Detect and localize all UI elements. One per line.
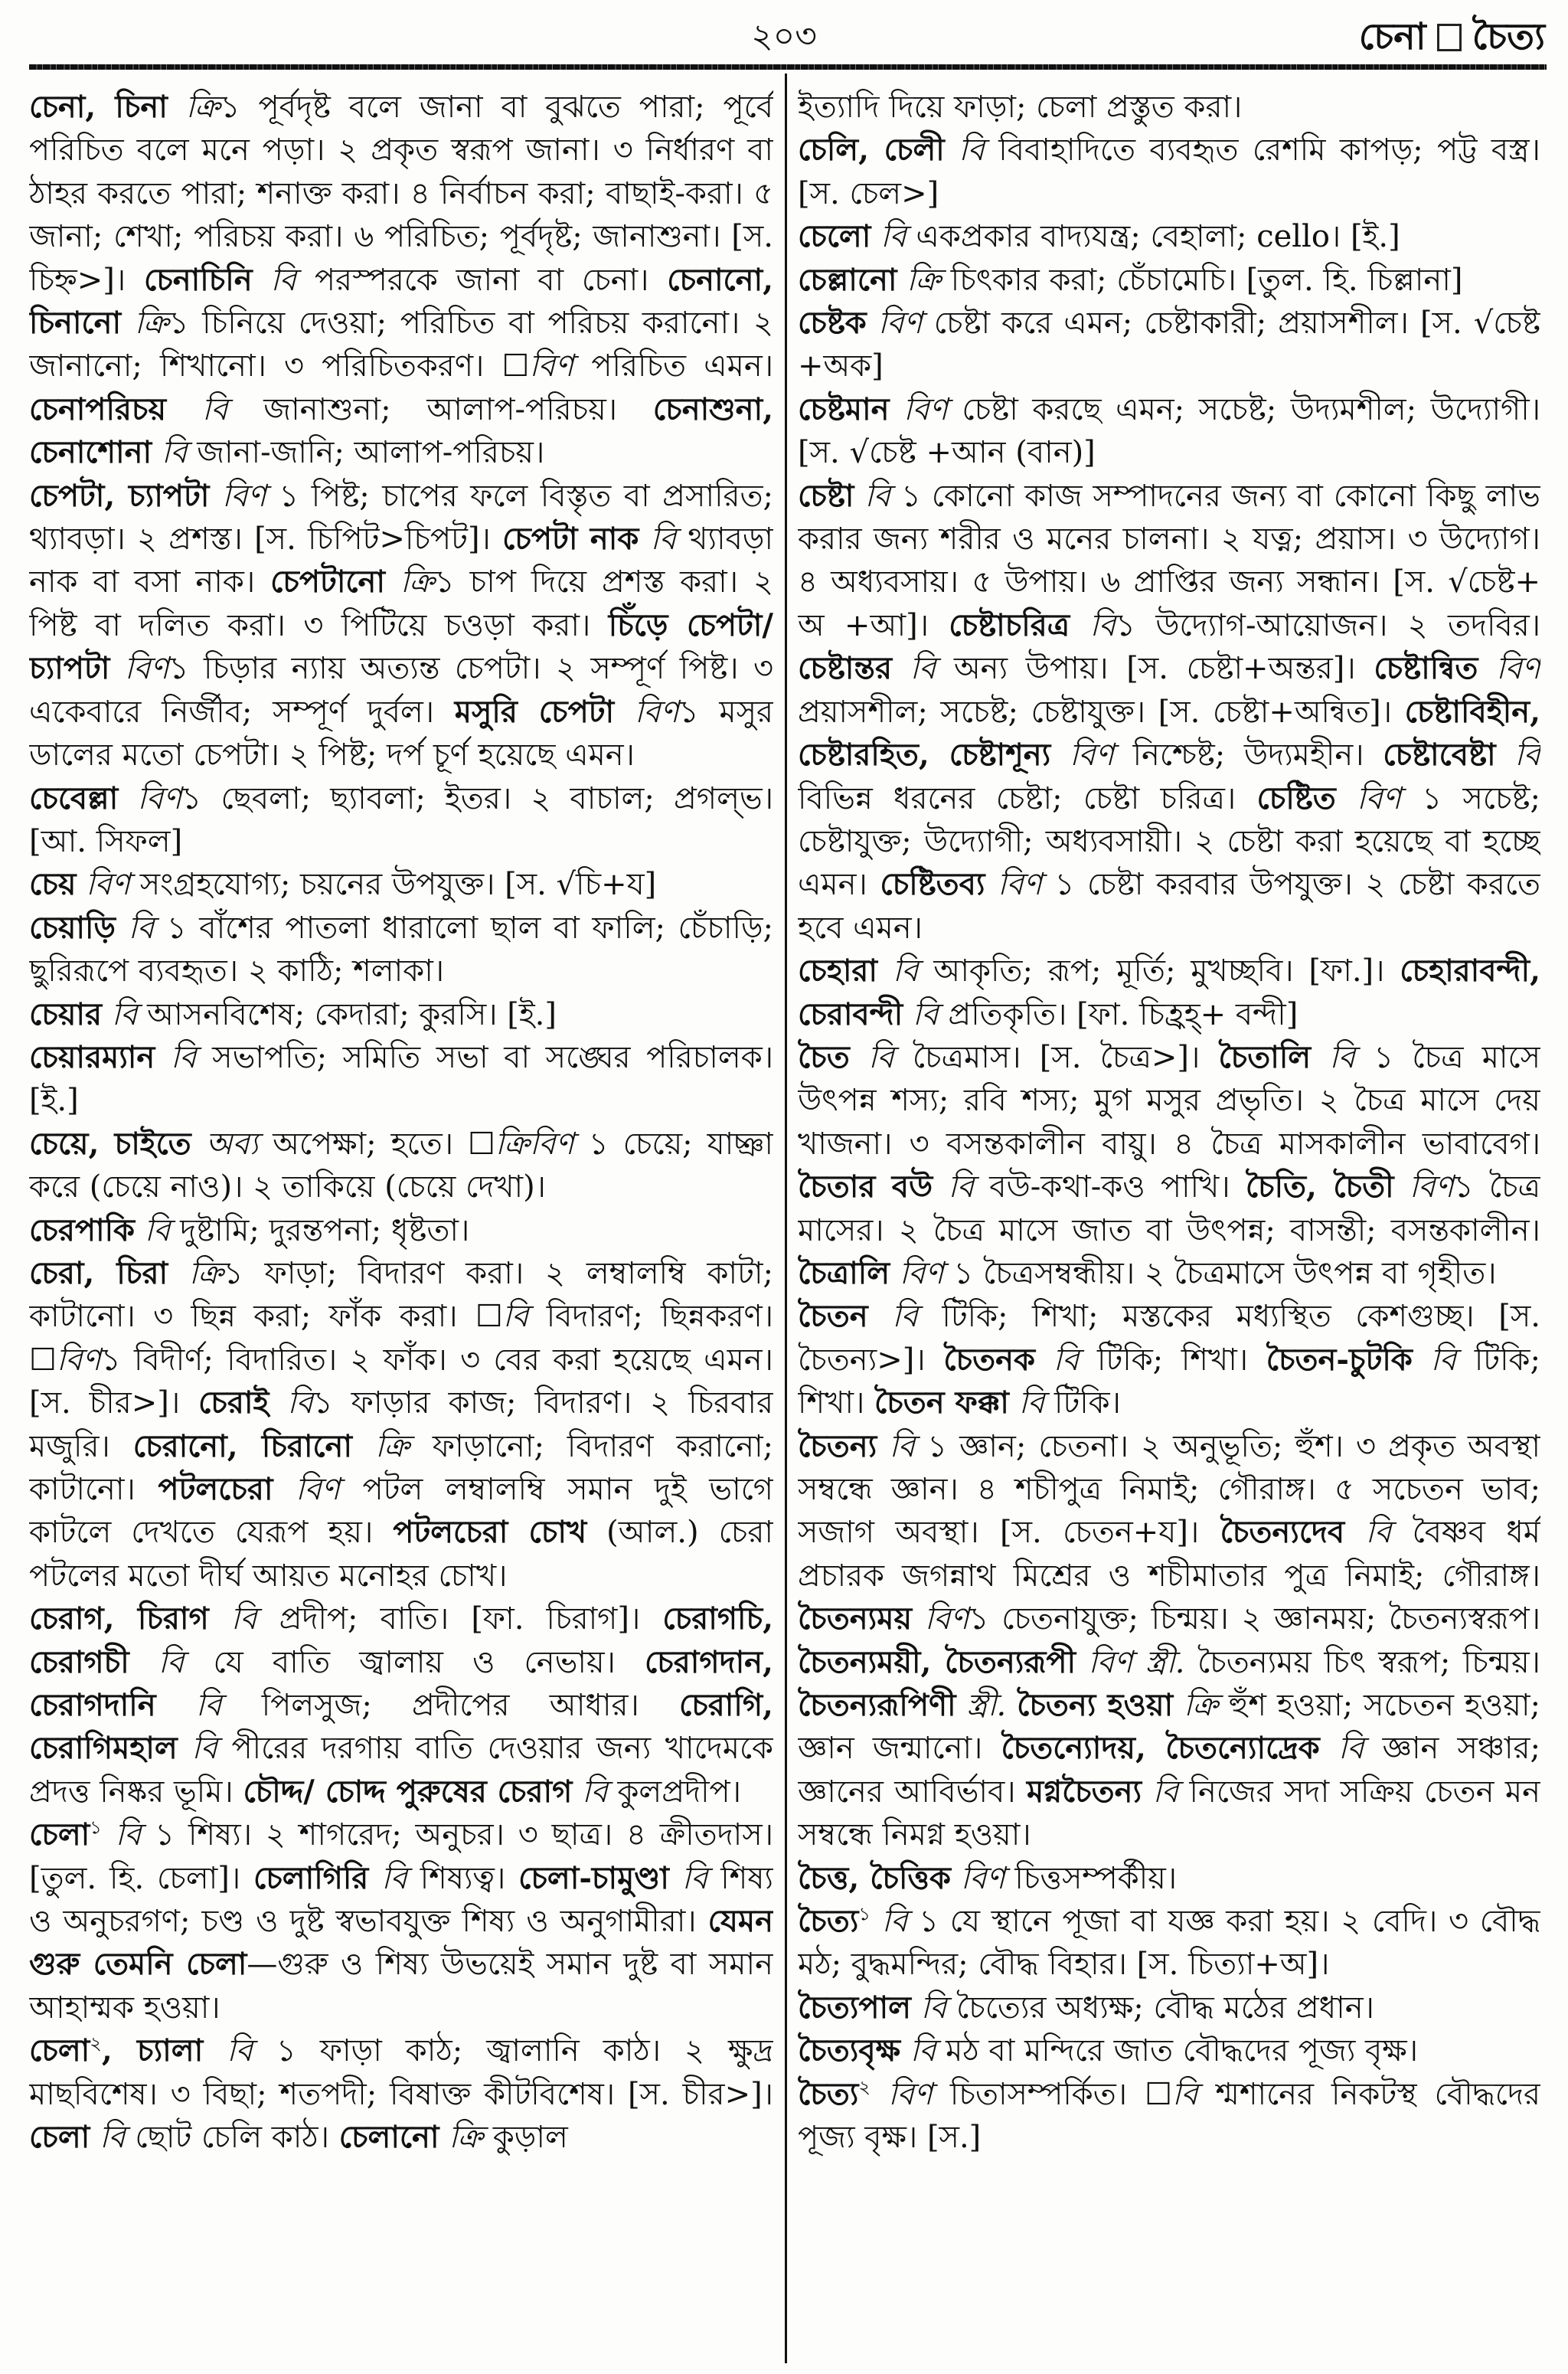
headword: চেষ্টান্বিত: [1374, 650, 1478, 687]
headword: চেষ্টক: [798, 305, 867, 342]
definition-text: ১ চৈত্র মাসে উৎপন্ন শস্য; রবি শস্য; মুগ মসুর প্রভৃতি। ২ চৈত্র মাসে দেয় খাজনা। ৩ বসন্তকালীন বায়ু। ৪ চৈত্র মাসকালীন ভাবাবেগ।: [798, 1039, 1540, 1162]
definition-text: ১ চিড়ার ন্যায় অত্যন্ত চেপটা। ২ সম্পূর্ণ পিষ্ট। ৩ একেবারে নির্জীব; সম্পূর্ণ দুর্বল।: [29, 651, 773, 730]
headword: চৈত্য: [798, 1903, 859, 1940]
headword: পটলচেরা: [158, 1471, 273, 1507]
headword: চেষ্টাচরিত্র: [949, 607, 1070, 643]
part-of-speech: বিণ: [529, 348, 574, 384]
definition-text: ১ উদ্যোগ-আয়োজন। ২ তদবির।: [1116, 607, 1540, 643]
part-of-speech: বিণ: [889, 391, 948, 427]
definition-text: থ্যাবড়া নাক বা বসা নাক।: [29, 522, 773, 600]
headword: চেরাগি, চেরাগিমহাল: [29, 1687, 773, 1767]
headword: চেলা: [29, 1816, 90, 1853]
definition-text: চৈতন্যময় চিৎ স্বরূপ; চিন্ময়।: [1184, 1644, 1540, 1680]
headword: চেষ্টা: [798, 477, 854, 514]
definition-text: [1006, 1688, 1017, 1723]
part-of-speech: বিণ: [912, 1601, 969, 1637]
part-of-speech: বি: [572, 1774, 608, 1810]
part-of-speech: বিণ: [76, 867, 130, 903]
dictionary-entry: [798, 1036, 1540, 1295]
headword: চৈতন্যদেব: [1220, 1514, 1345, 1551]
definition-text: পিলসুজ; প্রদীপের আধার।: [221, 1688, 679, 1724]
part-of-speech: বি: [877, 953, 919, 989]
page-number: ২০৩: [751, 17, 817, 56]
right-column: [798, 86, 1540, 2364]
headword: চেলো: [798, 218, 871, 255]
definition-text: জানাশুনা; আলাপ-পরিচয়।: [227, 391, 653, 427]
dictionary-entry: [29, 1813, 773, 2029]
part-of-speech: বি: [101, 1817, 142, 1853]
part-of-speech: বি: [867, 1299, 918, 1335]
headword: চেল্লানো: [798, 261, 897, 298]
part-of-speech: বি: [101, 996, 138, 1032]
definition-text: ছোট চেলি কাঠ।: [125, 2120, 339, 2156]
dictionary-entry: [798, 2073, 1540, 2160]
dictionary-entry: [798, 388, 1540, 475]
part-of-speech: বি: [166, 391, 228, 427]
part-of-speech: বি: [269, 1385, 313, 1421]
definition-text: ১ শিষ্য। ২ শাগরেদ; অনুচর। ৩ ছাত্র। ৪ ক্রীতদাস। [তুল. হি. চেলা]।: [29, 1817, 773, 1896]
definition-text: হুঁশ হওয়া; সচেতন হওয়া; জ্ঞান জন্মানো।: [798, 1688, 1540, 1767]
part-of-speech: বিণ: [273, 1472, 340, 1507]
definition-text: টিকি।: [1044, 1385, 1121, 1421]
part-of-speech: বিণ: [951, 1860, 1005, 1896]
dictionary-entry: [798, 215, 1540, 258]
part-of-speech: বি: [1142, 1774, 1179, 1810]
definition-text: পীরের দরগায় বাতি দেওয়ার জন্য খাদেমকে প্রদত্ত নিষ্কর ভূমি।: [29, 1731, 773, 1810]
dictionary-entry: [798, 86, 1540, 129]
part-of-speech: বি: [877, 1428, 916, 1464]
part-of-speech: বি: [854, 478, 891, 514]
part-of-speech: বিণ: [1335, 780, 1401, 816]
definition-text: বিবাহাদিতে ব্যবহৃত রেশমি কাপড়; পট্ট বস্ত্র। [স. চেল>]: [798, 132, 1540, 211]
definition-text: অপেক্ষা; হতে। ☐: [258, 1126, 495, 1162]
definition-text: চিত্তসম্পর্কীয়।: [1004, 1860, 1178, 1896]
dictionary-entry: [798, 1295, 1540, 1424]
definition-text: শিষ্যত্ব।: [407, 1860, 519, 1896]
dictionary-entry: [798, 259, 1540, 302]
headword: মগ্নচৈতন্য: [1026, 1773, 1142, 1810]
headword: চেলানো: [338, 2119, 439, 2156]
headword: চেপটা, চ্যাপটা: [29, 477, 210, 514]
part-of-speech: বি: [135, 1212, 171, 1248]
headword: চৈত্ত, চৈত্তিক: [798, 1859, 952, 1896]
headword: চৌদ্দ/ চোদ্দ পুরুষের চেরাগ: [243, 1773, 573, 1810]
definition-text: চিতাসম্পর্কিত। ☐: [932, 2076, 1172, 2112]
part-of-speech: বি: [90, 2120, 126, 2156]
headword: চেয়ে, চাইতে: [29, 1125, 191, 1162]
part-of-speech: ক্রি: [352, 1428, 410, 1464]
part-of-speech: বিণ: [209, 478, 266, 514]
headword: চৈতন্য হওয়া: [1017, 1687, 1174, 1724]
headword: চেষ্টমান: [798, 391, 890, 427]
part-of-speech: বি: [129, 1644, 185, 1680]
definition-text: চৈত্যের অধ্যক্ষ; বৌদ্ধ মঠের প্রধান।: [946, 1990, 1374, 2026]
definition-text: (আল.) চেরা পটলের মতো দীর্ঘ আয়ত মনোহর চোখ।: [29, 1515, 773, 1594]
headword: চৈত্রালি: [798, 1254, 890, 1291]
part-of-speech: বিণ: [890, 1255, 944, 1291]
part-of-speech: বি: [870, 1904, 908, 1940]
dictionary-entry: [798, 1987, 1540, 2029]
headword: চেয়ার: [29, 996, 102, 1032]
part-of-speech: স্ত্রী.: [956, 1688, 1007, 1724]
definition-text: ১ বিদীর্ণ; বিদারিত। ২ ফাঁক। ৩ বের করা হয়েছে এমন। [স. চীর>]।: [29, 1342, 773, 1421]
part-of-speech: বিণ: [1393, 1169, 1454, 1205]
part-of-speech: ক্রি: [439, 2120, 484, 2156]
definition-text: চৈত্রমাস। [স. চৈত্র>]।: [893, 1039, 1219, 1075]
headword: চৈত: [798, 1038, 850, 1075]
part-of-speech: বি: [208, 1601, 257, 1637]
definition-text: জানা-জানি; আলাপ-পরিচয়।: [187, 435, 545, 471]
headword: চেলি, চেলী: [798, 132, 945, 168]
part-of-speech: বি: [155, 1688, 222, 1724]
definition-text: প্রদীপ; বাতি। [ফা. চিরাগ]।: [256, 1601, 663, 1637]
dictionary-entry: [29, 1209, 773, 1252]
part-of-speech: বি: [1008, 1385, 1045, 1421]
headword: চেষ্টাবিহীন, চেষ্টারহিত, চেষ্টাশূন্য: [798, 693, 1540, 773]
part-of-speech: বি: [1344, 1515, 1392, 1551]
definition-text: প্রতিকৃতি। [ফা. চিহ্রহ্+ বন্দী]: [938, 996, 1298, 1032]
definition-text: পরিচিত এমন।: [573, 348, 773, 384]
definition-text: ইত্যাদি দিয়ে ফাড়া; চেলা প্রস্তুত করা।: [798, 90, 1243, 125]
headword: চেনাপরিচয়: [29, 391, 167, 427]
part-of-speech: বি: [203, 2033, 253, 2069]
part-of-speech: বিণ স্ত্রী.: [1076, 1644, 1185, 1680]
headword: চেলা-চামুণ্ডা: [518, 1859, 669, 1896]
part-of-speech: বি: [1311, 1039, 1356, 1075]
definition-text: ১ যে স্থানে পূজা বা যজ্ঞ করা হয়। ২ বেদি। ৩ বৌদ্ধ মঠ; বুদ্ধমন্দির; বৌদ্ধ বিহার। [স. চিত্যা+অ]।: [798, 1904, 1540, 1983]
definition-text: নিজের সদা সক্রিয় চেতন মন সম্বন্ধে নিমগ্ন হওয়া।: [798, 1774, 1540, 1853]
definition-text: শিষ্য ও অনুচরগণ; চণ্ড ও দুষ্ট স্বভাবযুক্ত শিষ্য ও অনুগামীরা।: [29, 1860, 773, 1940]
headword: , চ্যালা: [101, 2032, 204, 2069]
part-of-speech: ক্রি: [897, 262, 942, 298]
headword: চেরপাকি: [29, 1212, 135, 1248]
part-of-speech: বি: [910, 1990, 947, 2026]
definition-text: ১ চাপ দিয়ে প্রশস্ত করা। ২ পিষ্ট বা দলিত করা। ৩ পিটিয়ে চওড়া করা।: [29, 564, 773, 643]
definition-text: কুলপ্রদীপ।: [607, 1774, 742, 1810]
part-of-speech: বি: [252, 262, 297, 298]
header-rule: [29, 64, 1547, 70]
headword: চৈতন ফক্কা: [874, 1385, 1009, 1421]
headword: মসুরি চেপটা: [454, 693, 615, 730]
headword: চৈতন্যময়: [798, 1601, 913, 1637]
definition-text: পরস্পরকে জানা বা চেনা।: [296, 262, 668, 298]
headword: চেহারা: [798, 953, 878, 989]
definition-text: বিদারণ; ছিন্নকরণ। ☐: [29, 1299, 773, 1378]
dictionary-entry: [29, 993, 773, 1036]
dictionary-entry: [29, 86, 773, 475]
definition-text: জ্ঞান সঞ্চার; জ্ঞানের আবির্ভাব।: [798, 1731, 1540, 1810]
headword: চৈতন্য: [798, 1427, 877, 1464]
headword: চেনা, চিনা: [29, 89, 168, 125]
definition-text: টিকি; শিখা।: [798, 1342, 1540, 1421]
headword: চেরাগচি, চেরাগচী: [29, 1601, 773, 1680]
definition-text: ১ পূর্বদৃষ্ট বলে জানা বা বুঝতে পারা; পূর্বে পরিচিত বলে মনে পড়া। ২ প্রকৃত স্বরূপ জানা। ৩ নির্ধারণ বা ঠাহর করতে পারা; শনাক্ত করা। ৪ নির্বাচন করা; বাছাই-করা। ৫ জানা; শেখা; পরিচয় করা। ৬ পরিচিত; পূর্বদৃষ্ট; জানাশুনা। [স. চিহ্ন>]।: [29, 90, 773, 298]
definition-text: বৈষ্ণব ধর্ম প্রচারক জগন্নাথ মিশ্রের ও শচীমাতার পুত্র নিমাই; গৌরাঙ্গ।: [798, 1515, 1540, 1594]
definition-text: —গুরু ও শিষ্য উভয়েই সমান দুষ্ট বা সমান আহাম্মক হওয়া।: [29, 1947, 773, 2026]
headword: চেনাশুনা, চেনাশোনা: [29, 391, 773, 471]
part-of-speech: বি: [1034, 1342, 1080, 1378]
dictionary-entry: [29, 863, 773, 906]
headword: চৈতন্যরূপিণী: [798, 1687, 956, 1724]
definition-text: চিৎকার করা; চেঁচামেচি। [তুল. হি. চিল্লানা]: [941, 262, 1463, 298]
definition-text: ১ বাঁশের পাতলা ধারালো ছাল বা ফালি; চেঁচাড়ি; ছুরিরূপে ব্যবহৃত। ২ কাঠি; শলাকা।: [29, 910, 773, 989]
definition-text: ১ চৈত্রসম্বন্ধীয়। ২ চৈত্রমাসে উৎপন্ন বা গৃহীত।: [943, 1255, 1497, 1291]
part-of-speech: বি: [155, 1039, 197, 1075]
left-column: [29, 86, 773, 2364]
dictionary-entry: [29, 2029, 773, 2159]
part-of-speech: ক্রি: [384, 564, 435, 600]
headword: চৈতালি: [1218, 1038, 1312, 1075]
definition-text: সংগ্রহযোগ্য; চয়নের উপযুক্ত। [স. √চি+য]: [130, 867, 657, 903]
part-of-speech: বি: [849, 1039, 894, 1075]
headword: চেষ্টিতব্য: [880, 866, 985, 903]
part-of-speech: বিণ: [1050, 737, 1114, 773]
part-of-speech: ক্রি: [168, 1255, 224, 1291]
headword: চেহারাবন্দী, চেরাবন্দী: [798, 953, 1540, 1032]
part-of-speech: বি: [871, 219, 906, 255]
definition-text: বিভিন্ন ধরনের চেষ্টা; চেষ্টা চরিত্র।: [798, 780, 1257, 816]
headword: চৈত্য: [798, 2075, 859, 2112]
part-of-speech: বি: [639, 522, 677, 558]
dictionary-entry: [29, 475, 773, 777]
definition-text: সভাপতি; সমিতি সভা বা সঙ্ঘের পরিচালক। [ই.]: [29, 1039, 773, 1119]
definition-text: চেষ্টা করে এমন; চেষ্টাকারী; প্রয়াসশীল। [স. √চেষ্ট +অক]: [798, 306, 1540, 384]
part-of-speech: বি: [668, 1860, 708, 1896]
definition-text: আসনবিশেষ; কেদারা; কুরসি। [ই.]: [137, 996, 557, 1032]
part-of-speech: বি: [368, 1860, 407, 1896]
headword: চৈত্যবৃক্ষ: [798, 2032, 901, 2069]
headword: চেষ্টান্তর: [798, 650, 892, 687]
definition-text: প্রয়াসশীল; সচেষ্ট; চেষ্টাযুক্ত। [স. চেষ্টা+অন্বিত]।: [798, 694, 1405, 730]
definition-text: ১ চেয়ে; যাচ্ঞা করে (চেয়ে নাও)। ২ তাকিয়ে (চেয়ে দেখা)।: [29, 1126, 773, 1205]
part-of-speech: বি: [115, 910, 155, 946]
part-of-speech: বিণ: [614, 694, 679, 730]
definition-text: শ্মশানের নিকটস্থ বৌদ্ধদের পূজ্য বৃক্ষ। [স.]: [798, 2076, 1540, 2156]
headword: চেপটা নাক: [502, 521, 639, 558]
headword: চেষ্টাবেষ্টা: [1383, 737, 1496, 773]
headword: যেমন গুরু তেমনি চেলা: [29, 1903, 773, 1983]
definition-text: দুষ্টামি; দুরন্তপনা; ধৃষ্টতা।: [170, 1212, 470, 1248]
part-of-speech: বিণ: [109, 651, 169, 687]
part-of-speech: বি: [933, 1169, 975, 1205]
headword: চেলাগিরি: [253, 1859, 369, 1896]
part-of-speech: বি: [152, 435, 188, 471]
headword: চিঁড়ে চেপটা/ চ্যাপটা: [29, 607, 773, 687]
definition-text: ১ চেতনাযুক্ত; চিন্ময়। ২ জ্ঞানময়; চৈতন্যস্বরূপ।: [969, 1601, 1540, 1637]
definition-text: ১ চিনিয়ে দেওয়া; পরিচিত বা পরিচয় করানো। ২ জানানো; শিখানো। ৩ পরিচিতকরণ। ☐: [29, 306, 773, 384]
definition-text: ১ চেষ্টা করবার উপযুক্ত। ২ চেষ্টা করতে হবে এমন।: [798, 867, 1540, 946]
headword: চেরাই: [198, 1385, 270, 1421]
part-of-speech: ক্রি: [167, 90, 220, 125]
headword: চৈতার বউ: [798, 1169, 933, 1205]
headword: চৈতনক: [943, 1341, 1035, 1378]
headword: চৈতন: [798, 1298, 868, 1335]
dictionary-entry: [29, 1252, 773, 1597]
definition-text: ১ ফাড়ার কাজ; বিদারণ। ২ চিরবার মজুরি।: [29, 1385, 773, 1464]
headword: চৈতি, চৈতী: [1245, 1169, 1394, 1205]
part-of-speech: ক্রি: [1173, 1688, 1218, 1724]
definition-text: ১ মসুর ডালের মতো চেপটা। ২ পিষ্ট; দর্প চূর্ণ হয়েছে এমন।: [29, 694, 773, 773]
part-of-speech: ক্রিবিণ: [495, 1126, 574, 1162]
dictionary-entry: [798, 302, 1540, 388]
definition-text: ১ সচেষ্ট; চেষ্টাযুক্ত; উদ্যোগী; অধ্যবসায়ী। ২ চেষ্টা করা হয়েছে বা হচ্ছে এমন।: [798, 780, 1540, 903]
dictionary-entry: [29, 1597, 773, 1813]
headword: চেলা: [29, 2119, 90, 2156]
headword: চৈত্যপাল: [798, 1989, 911, 2026]
definition-text: ১ ছেবলা; ছ্যাবলা; ইতর। ২ বাচাল; প্রগল্ভ। [আ. সিফল]: [29, 780, 773, 859]
part-of-speech: বিণ: [1478, 651, 1540, 687]
part-of-speech: বিণ: [56, 1342, 101, 1378]
part-of-speech: বি: [891, 651, 936, 687]
headword: চেরা, চিরা: [29, 1254, 168, 1291]
dictionary-entry: [798, 1900, 1540, 1987]
definition-text: ফাড়ানো; বিদারণ করানো; কাটানো।: [29, 1428, 773, 1507]
headword: চেরাগ, চিরাগ: [29, 1601, 209, 1637]
dictionary-entry: [798, 475, 1540, 950]
definition-text: ১ পিষ্ট; চাপের ফলে বিস্তৃত বা প্রসারিত; থ্যাবড়া। ২ প্রশস্ত। [স. চিপিট>চিপট]।: [29, 478, 773, 558]
dictionary-entry: [29, 907, 773, 993]
definition-text: নিশ্চেষ্ট; উদ্যমহীন।: [1113, 737, 1383, 773]
dictionary-entry: [29, 1036, 773, 1123]
definition-text: একপ্রকার বাদ্যযন্ত্র; বেহালা; cello। [ই.]: [906, 219, 1400, 255]
definition-text: ১ ফাড়া; বিদারণ করা। ২ লম্বালম্বি কাটা; কাটানো। ৩ ছিন্ন করা; ফাঁক করা। ☐: [29, 1255, 773, 1335]
part-of-speech: বি: [1495, 737, 1540, 773]
dictionary-entry: [798, 950, 1540, 1036]
guide-word-first: চেনা: [1358, 15, 1426, 58]
homonym-number: ২: [858, 2076, 871, 2098]
definition-text: ১ কোনো কাজ সম্পাদনের জন্য বা কোনো কিছু লাভ করার জন্য শরীর ও মনের চালনা। ২ যত্ন; প্রয়াস। ৩ উদ্যোগ। ৪ অধ্যবসায়। ৫ উপায়। ৬ প্রাপ্তির জন্য সন্ধান। [স. √চেষ্ট+ অ +আ]।: [798, 478, 1540, 643]
headword: চেপটানো: [270, 564, 385, 600]
column-divider: [785, 74, 787, 2363]
homonym-number: ২: [90, 2032, 102, 2055]
part-of-speech: বি: [1171, 2076, 1198, 2112]
guide-words: [1359, 12, 1545, 61]
headword: চেরানো, চিরানো: [132, 1427, 353, 1464]
dictionary-entry: [798, 1857, 1540, 1900]
part-of-speech: বি: [1070, 607, 1116, 643]
definition-text: ১ চৈত্র মাসের। ২ চৈত্র মাসে জাত বা উৎপন্ন; বাসন্তী; বসন্তকালীন।: [798, 1169, 1540, 1248]
definition-text: কুড়াল: [483, 2120, 568, 2156]
guide-word-last: চৈত্য: [1472, 15, 1545, 58]
definition-text: চেষ্টা করছে এমন; সচেষ্ট; উদ্যমশীল; উদ্যোগী। [স. √চেষ্ট +আন (বান)]: [798, 391, 1540, 471]
part-of-speech: বিণ: [118, 780, 182, 816]
definition-text: বউ-কথা-কও পাখি।: [974, 1169, 1246, 1205]
part-of-speech: বি: [1319, 1731, 1364, 1767]
headword: চেবেল্লা: [29, 780, 119, 816]
part-of-speech: বি: [1412, 1342, 1457, 1378]
part-of-speech: বি: [502, 1299, 529, 1335]
part-of-speech: বি: [177, 1731, 217, 1767]
headword: চেনানো, চিনানো: [29, 261, 773, 342]
headword: চৈতন-চুটকি: [1266, 1341, 1413, 1378]
definition-text: ১ ফাড়া কাঠ; জ্বালানি কাঠ। ২ ক্ষুদ্র মাছবিশেষ। ৩ বিছা; শতপদী; বিষাক্ত কীটবিশেষ। [স. চীর>]।: [29, 2033, 773, 2112]
dictionary-entry: [798, 129, 1540, 215]
part-of-speech: বি: [900, 2033, 936, 2069]
definition-text: মঠ বা মন্দিরে জাত বৌদ্ধদের পূজ্য বৃক্ষ।: [936, 2033, 1419, 2069]
dictionary-entry: [798, 2029, 1540, 2072]
headword: চেয়: [29, 866, 77, 903]
headword: চেয়ারম্যান: [29, 1038, 155, 1075]
part-of-speech: ক্রি: [121, 306, 169, 342]
definition-text: টিকি; শিখা।: [1079, 1342, 1266, 1378]
part-of-speech: বি: [944, 132, 985, 168]
dictionary-entry: [29, 1123, 773, 1209]
part-of-speech: বিণ: [866, 306, 923, 342]
part-of-speech: বিণ: [985, 867, 1042, 903]
headword: চেনাচিনি: [143, 261, 253, 298]
definition-text: আকৃতি; রূপ; মূর্তি; মুখচ্ছবি। [ফা.]।: [918, 953, 1400, 989]
homonym-number: ১: [858, 1903, 871, 1925]
definition-text: টিকি; শিখা; মস্তকের মধ্যস্থিত কেশগুচ্ছ। [স. চৈতন্য>]।: [798, 1299, 1540, 1378]
headword: চৈতন্যময়ী, চৈতন্যরূপী: [798, 1643, 1076, 1680]
part-of-speech: বিণ: [871, 2076, 933, 2112]
separator-box-icon: [1437, 24, 1462, 51]
definition-text: পটল লম্বালম্বি সমান দুই ভাগে কাটলে দেখতে যেরূপ হয়।: [29, 1472, 773, 1551]
definition-text: ১ জ্ঞান; চেতনা। ২ অনুভূতি; হুঁশ। ৩ প্রকৃত অবস্থা সম্বন্ধে জ্ঞান। ৪ শচীপুত্র নিমাই; গৌরাঙ্গ। ৫ সচেতন ভাব; সজাগ অবস্থা। [স. চেতন+য]।: [798, 1428, 1540, 1551]
headword: পটলচেরা চোখ: [393, 1514, 587, 1551]
headword: চেয়াড়ি: [29, 909, 116, 946]
dictionary-entry: [798, 1425, 1540, 1857]
dictionary-entry: [29, 777, 773, 864]
headword: চেরাগদান, চেরাগদানি: [29, 1643, 773, 1724]
part-of-speech: অব্য: [191, 1126, 259, 1162]
headword: চেষ্টিত: [1256, 780, 1336, 816]
homonym-number: ১: [90, 1816, 102, 1839]
definition-text: অন্য উপায়। [স. চেষ্টা+অন্তর]।: [936, 651, 1374, 687]
definition-text: যে বাতি জ্বালায় ও নেভায়।: [184, 1644, 645, 1680]
part-of-speech: বি: [903, 996, 939, 1032]
headword: চৈতন্যোদয়, চৈতন্যোদ্রেক: [1001, 1730, 1320, 1767]
headword: চেলা: [29, 2032, 90, 2069]
